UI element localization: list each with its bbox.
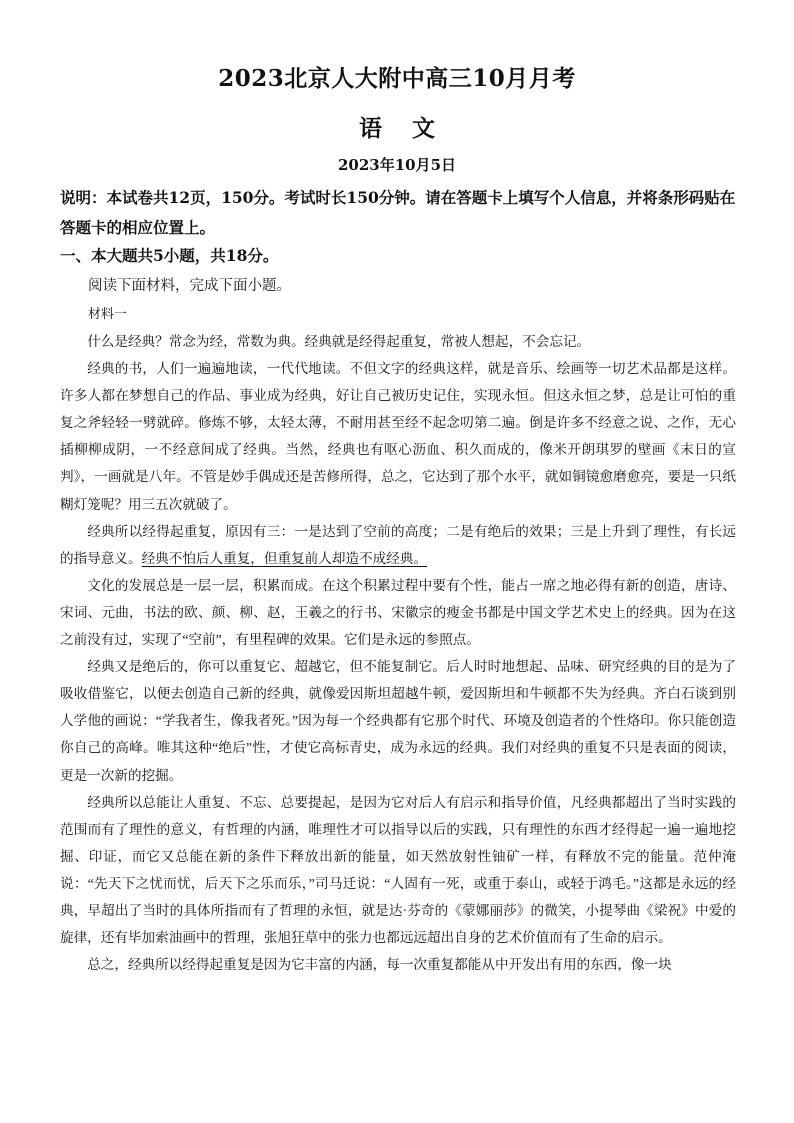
paragraph-2: 经典的书，人们一遍遍地读，一代代地读。不但文字的经典这样，就是音乐、绘画等一切艺术品都是这样。许多人都在梦想自己的作品、事业成为经典，好让自己被历史记住，实现永恒。但这永恒之梦，总是让可怕的重复之斧轻轻一劈就碎。修炼不够，太轻太薄，不耐用甚至经不起念叨第二遍。倒是许多不经意之说、之作，无心插柳柳成阴，一不经意间成了经典。当然，经典也有呕心沥血、积久而成的，像米开朗琪罗的壁画《末日的宣判》，一画就是八年。不管是妙手偶成还是苦修所得，总之，它达到了那个水平，就如铜镜愈磨愈亮，要是一只纸糊灯笼呢？用三五次就破了。 [60,361,736,512]
subject-title: 语文 [359,115,465,142]
paragraph-6: 经典所以总能让人重复、不忘、总要提起，是因为它对后人有启示和指导价值，凡经典都超出了当时实践的范围而有了理性的意义，有哲理的内涵，唯理性才可以指导以后的实践，只有理性的东西才经得起一遍一遍地挖掘、印证，而它又总能在新的条件下释放出新的能量，如天然放射性铀矿一样，有释放不完的能量。范仲淹说：“先天下之忧而忧，后天下之乐而乐，”司马迁说：“人固有一死，或重于泰山，或轻于鸿毛。”这都是永远的经典，早超出了当时的具体所指而有了哲理的永恒，就是达·芬奇的《蒙娜丽莎》的微笑，小提琴曲《梁祝》中爱的旋律，还有毕加索油画中的哲理，张旭狂草中的张力也都远远超出自身的艺术价值而有了生命的启示。 [60,794,736,946]
paragraph-7: 总之，经典所以经得起重复是因为它丰富的内涵，每一次重复都能从中开发出有用的东西，像一块 [87,957,672,973]
section-heading: 一、本大题共5小题，共18分。 [60,246,279,265]
paragraph-3-text: 经典所以经得起重复，原因有三：一是达到了空前的高度；二是有绝后的效果；三是上升到了理性，有长远的指导意义。 [60,523,736,566]
paragraph-3 [60,518,736,572]
passage-body [60,328,736,978]
exam-instructions: 说明：本试卷共12页，150分。考试时长150分钟。请在答题卡上填写个人信息，并将条形码贴在答题卡的相应位置上。 [60,188,736,237]
paragraph-5: 经典又是绝后的，你可以重复它、超越它，但不能复制它。后人时时地想起、品味、研究经典的目的是为了吸收借鉴它，以便去创造自己新的经典，就像爱因斯坦超越牛顿，爱因斯坦和牛顿都不失为经典。齐白石谈到别人学他的画说：“学我者生，像我者死。”因为每一个经典都有它那个时代、环境及创造者的个性烙印。你只能创造你自己的高峰。唯其这种“绝后”性，才使它高标青史，成为永远的经典。我们对经典的重复不只是表面的阅读，更是一次新的挖掘。 [60,659,736,783]
paragraph-4: 文化的发展总是一层一层，积累而成。在这个积累过程中要有个性，能占一席之地必得有新的创造，唐诗、宋词、元曲，书法的欧、颜、柳、赵，王羲之的行书、宋徽宗的瘦金书都是中国文学艺术史上的经典。因为在这之前没有过，实现了“空前”，有里程碑的效果。它们是永远的参照点。 [60,577,736,648]
material-label: 材料一 [88,306,128,321]
exam-date: 2023年10月5日 [337,156,457,174]
exam-title: 2023北京人大附中高三10月月考 [218,65,576,92]
underlined-sentence: 经典不怕后人重复，但重复前人却造不成经典。 [141,550,428,566]
paragraph-1: 什么是经典？常念为经，常数为典。经典就是经得起重复，常被人想起，不会忘记。 [87,334,591,349]
reading-instruction: 阅读下面材料，完成下面小题。 [88,278,291,294]
